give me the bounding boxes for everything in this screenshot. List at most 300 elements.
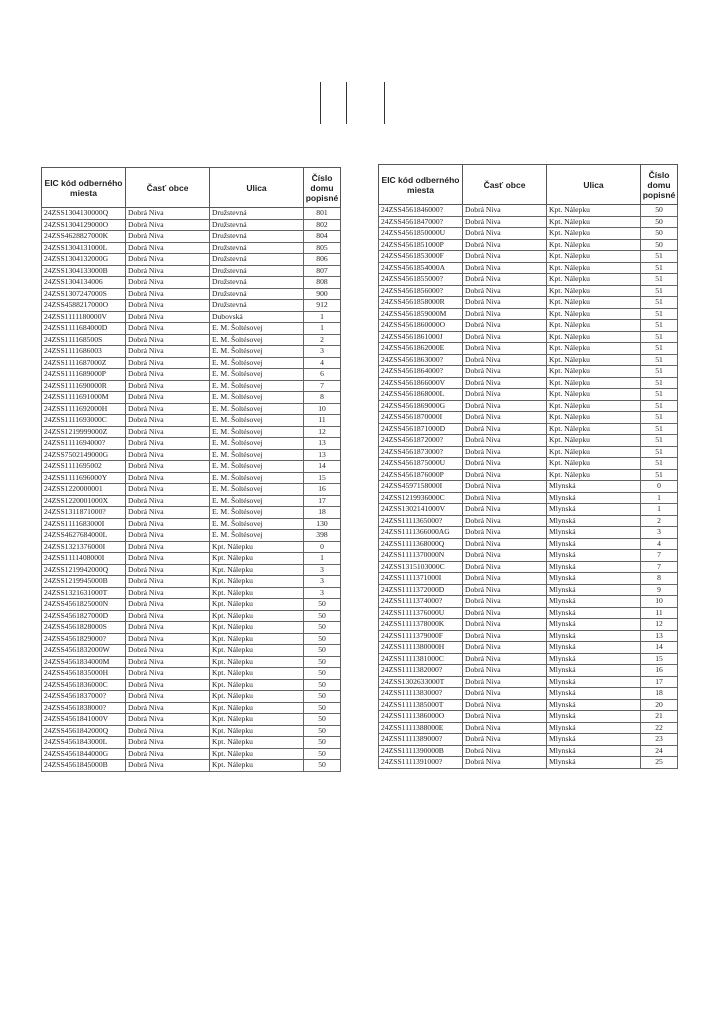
cell-cast-obce: Dobrá Niva [126, 219, 210, 231]
cell-cast-obce: Dobrá Niva [463, 550, 547, 562]
table-row [42, 357, 341, 369]
right-table [378, 164, 678, 769]
cell-ulica: E. M. Šoltésovej [210, 357, 304, 369]
cell-ulica: Kpt. Nálepku [547, 308, 641, 320]
table-row [379, 619, 678, 631]
table-row [42, 633, 341, 645]
cell-ulica: Mlynská [547, 492, 641, 504]
table-row [42, 530, 341, 542]
cell-ulica: E. M. Šoltésovej [210, 438, 304, 450]
cell-ulica: Kpt. Nálepku [210, 622, 304, 634]
table-row [42, 311, 341, 323]
table-row [42, 231, 341, 243]
cell-eic: 24ZSS1311871000? [42, 507, 126, 519]
cell-eic: 24ZSS4561845000B [42, 760, 126, 772]
cell-ulica: Mlynská [547, 515, 641, 527]
table-row [379, 262, 678, 274]
cell-cast-obce: Dobrá Niva [463, 561, 547, 573]
cell-ulica: Mlynská [547, 596, 641, 608]
cell-ulica: Mlynská [547, 481, 641, 493]
cell-ulica: Mlynská [547, 722, 641, 734]
cell-ulica: Kpt. Nálepku [210, 714, 304, 726]
cell-cislo: 9 [641, 584, 678, 596]
cell-cast-obce: Dobrá Niva [463, 216, 547, 228]
header-ulica: Ulica [210, 168, 304, 208]
table-row [42, 679, 341, 691]
table-row [42, 691, 341, 703]
cell-eic: 24ZSS4561853000F [379, 251, 463, 263]
cell-ulica: Kpt. Nálepku [210, 748, 304, 760]
cell-cast-obce: Dobrá Niva [126, 242, 210, 254]
cell-eic: 24ZSS4561844000G [42, 748, 126, 760]
cell-cast-obce: Dobrá Niva [126, 323, 210, 335]
cell-ulica: E. M. Šoltésovej [210, 346, 304, 358]
table-row [379, 308, 678, 320]
cell-cislo: 50 [304, 702, 341, 714]
cell-ulica: E. M. Šoltésovej [210, 449, 304, 461]
cell-cast-obce: Dobrá Niva [463, 504, 547, 516]
table-row [379, 607, 678, 619]
header-eic: EIC kód odberného miesta [379, 165, 463, 205]
table-row [379, 504, 678, 516]
table-row [42, 518, 341, 530]
cell-cislo: 24 [641, 745, 678, 757]
cell-cislo: 20 [641, 699, 678, 711]
cell-eic: 24ZSS4561841000V [42, 714, 126, 726]
cell-cast-obce: Dobrá Niva [126, 564, 210, 576]
cell-cast-obce: Dobrá Niva [126, 369, 210, 381]
cell-ulica: Kpt. Nálepku [547, 262, 641, 274]
table-row [42, 403, 341, 415]
cell-eic: 24ZSS4628827000K [42, 231, 126, 243]
cell-eic: 24ZSS1219999000Z [42, 426, 126, 438]
pipe-marks [318, 82, 398, 124]
cell-eic: 24ZSS1111690000R [42, 380, 126, 392]
cell-cast-obce: Dobrá Niva [126, 415, 210, 427]
cell-cislo: 50 [641, 239, 678, 251]
cell-cislo: 12 [304, 426, 341, 438]
table-row [42, 714, 341, 726]
cell-ulica: E. M. Šoltésovej [210, 461, 304, 473]
cell-ulica: Kpt. Nálepku [547, 216, 641, 228]
cell-ulica: Kpt. Nálepku [210, 553, 304, 565]
cell-eic: 24ZSS1302633000T [379, 676, 463, 688]
cell-cast-obce: Dobrá Niva [126, 254, 210, 266]
cell-eic: 24ZSS1307247000S [42, 288, 126, 300]
cell-eic: 24ZSS1111371000I [379, 573, 463, 585]
table-row [379, 630, 678, 642]
cell-eic: 24ZSS4627684000L [42, 530, 126, 542]
cell-eic: 24ZSS1302141000V [379, 504, 463, 516]
cell-cast-obce: Dobrá Niva [126, 737, 210, 749]
cell-eic: 24ZSS1304129000O [42, 219, 126, 231]
cell-ulica: Družstevná [210, 231, 304, 243]
cell-cast-obce: Dobrá Niva [463, 688, 547, 700]
cell-cislo: 13 [641, 630, 678, 642]
cell-cast-obce: Dobrá Niva [126, 346, 210, 358]
table-row [379, 757, 678, 769]
table-row [379, 527, 678, 539]
cell-eic: 24ZSS1111372000D [379, 584, 463, 596]
cell-cislo: 50 [304, 645, 341, 657]
header-cislo: Číslo domu popisné [641, 165, 678, 205]
cell-cislo: 51 [641, 343, 678, 355]
cell-cislo: 51 [641, 400, 678, 412]
cell-eic: 24ZSS4561875000U [379, 458, 463, 470]
cell-eic: 24ZSS1111683000I [42, 518, 126, 530]
cell-eic: 24ZSS1111382000? [379, 665, 463, 677]
cell-cislo: 4 [641, 538, 678, 550]
cell-eic: 24ZSS1111383000? [379, 688, 463, 700]
cell-cast-obce: Dobrá Niva [126, 495, 210, 507]
header-cast-obce: Časť obce [463, 165, 547, 205]
cell-cast-obce: Dobrá Niva [126, 587, 210, 599]
cell-cast-obce: Dobrá Niva [126, 714, 210, 726]
cell-eic: 24ZSS1304132000G [42, 254, 126, 266]
cell-ulica: Mlynská [547, 504, 641, 516]
cell-eic: 24ZSS1111378000K [379, 619, 463, 631]
cell-ulica: Kpt. Nálepku [210, 587, 304, 599]
cell-eic: 24ZSS1304130000Q [42, 208, 126, 220]
cell-cislo: 13 [304, 438, 341, 450]
cell-ulica: E. M. Šoltésovej [210, 403, 304, 415]
table-row [42, 300, 341, 312]
cell-cislo: 13 [304, 449, 341, 461]
cell-cast-obce: Dobrá Niva [126, 403, 210, 415]
cell-cislo: 51 [641, 274, 678, 286]
cell-ulica: Mlynská [547, 699, 641, 711]
cell-cast-obce: Dobrá Niva [126, 311, 210, 323]
cell-ulica: Kpt. Nálepku [547, 435, 641, 447]
cell-cast-obce: Dobrá Niva [463, 653, 547, 665]
table-row [379, 216, 678, 228]
cell-cislo: 50 [641, 216, 678, 228]
cell-cislo: 51 [641, 331, 678, 343]
table-row [42, 334, 341, 346]
table-row [42, 415, 341, 427]
cell-ulica: Kpt. Nálepku [547, 377, 641, 389]
cell-cislo: 1 [641, 504, 678, 516]
cell-cislo: 0 [304, 541, 341, 553]
table-row [42, 380, 341, 392]
table-row [42, 541, 341, 553]
cell-ulica: Kpt. Nálepku [547, 400, 641, 412]
cell-cast-obce: Dobrá Niva [126, 380, 210, 392]
cell-cast-obce: Dobrá Niva [126, 461, 210, 473]
cell-cast-obce: Dobrá Niva [463, 274, 547, 286]
cell-cislo: 130 [304, 518, 341, 530]
table-row [379, 492, 678, 504]
cell-cast-obce: Dobrá Niva [463, 354, 547, 366]
table-row [379, 584, 678, 596]
cell-eic: 24ZSS4561864000? [379, 366, 463, 378]
cell-cislo: 50 [304, 633, 341, 645]
cell-eic: 24ZSS4561850000U [379, 228, 463, 240]
cell-eic: 24ZSS111168500S [42, 334, 126, 346]
cell-cislo: 16 [304, 484, 341, 496]
cell-cislo: 6 [304, 369, 341, 381]
cell-cislo: 18 [641, 688, 678, 700]
table-row [379, 699, 678, 711]
cell-cast-obce: Dobrá Niva [463, 757, 547, 769]
cell-cast-obce: Dobrá Niva [126, 691, 210, 703]
cell-cast-obce: Dobrá Niva [126, 438, 210, 450]
cell-cislo: 51 [641, 285, 678, 297]
cell-cast-obce: Dobrá Niva [126, 541, 210, 553]
cell-cast-obce: Dobrá Niva [126, 357, 210, 369]
cell-eic: 24ZSS1111686003 [42, 346, 126, 358]
cell-ulica: E. M. Šoltésovej [210, 369, 304, 381]
cell-eic: 24ZSS1219945000B [42, 576, 126, 588]
cell-cislo: 7 [641, 561, 678, 573]
cell-ulica: Kpt. Nálepku [210, 645, 304, 657]
cell-ulica: Kpt. Nálepku [547, 446, 641, 458]
cell-ulica: Družstevná [210, 288, 304, 300]
table-row [379, 400, 678, 412]
table-row [379, 285, 678, 297]
cell-eic: 24ZSS1111391000? [379, 757, 463, 769]
cell-cislo: 0 [641, 481, 678, 493]
table-row [42, 392, 341, 404]
cell-cast-obce: Dobrá Niva [463, 320, 547, 332]
cell-cislo: 51 [641, 423, 678, 435]
cell-cislo: 807 [304, 265, 341, 277]
cell-ulica: E. M. Šoltésovej [210, 334, 304, 346]
cell-cast-obce: Dobrá Niva [463, 308, 547, 320]
cell-cast-obce: Dobrá Niva [126, 668, 210, 680]
cell-ulica: Kpt. Nálepku [547, 205, 641, 217]
table-row [379, 711, 678, 723]
cell-ulica: Kpt. Nálepku [210, 679, 304, 691]
cell-cast-obce: Dobrá Niva [463, 400, 547, 412]
cell-eic: 24ZSS4561871000D [379, 423, 463, 435]
table-row [379, 573, 678, 585]
cell-cast-obce: Dobrá Niva [463, 711, 547, 723]
cell-eic: 24ZSS1111696000Y [42, 472, 126, 484]
cell-eic: 24ZSS7502149000G [42, 449, 126, 461]
cell-ulica: E. M. Šoltésovej [210, 415, 304, 427]
cell-cislo: 1 [304, 311, 341, 323]
cell-cast-obce: Dobrá Niva [463, 331, 547, 343]
cell-ulica: Kpt. Nálepku [547, 285, 641, 297]
cell-eic: 24ZSS1111390000B [379, 745, 463, 757]
header-eic: EIC kód odberného miesta [42, 168, 126, 208]
cell-eic: 24ZSS4561829000? [42, 633, 126, 645]
cell-cast-obce: Dobrá Niva [126, 208, 210, 220]
cell-cast-obce: Dobrá Niva [463, 699, 547, 711]
cell-cast-obce: Dobrá Niva [126, 610, 210, 622]
cell-eic: 24ZSS4561861000J [379, 331, 463, 343]
cell-ulica: Kpt. Nálepku [547, 354, 641, 366]
cell-cislo: 51 [641, 297, 678, 309]
cell-cislo: 51 [641, 377, 678, 389]
cell-eic: 24ZSS1111695002 [42, 461, 126, 473]
table-row [379, 331, 678, 343]
table-row [42, 564, 341, 576]
table-row [42, 242, 341, 254]
cell-ulica: Kpt. Nálepku [547, 412, 641, 424]
cell-eic: 24ZSS4561866000V [379, 377, 463, 389]
table-row [379, 745, 678, 757]
cell-ulica: Kpt. Nálepku [210, 725, 304, 737]
left-table-body [42, 208, 341, 772]
cell-cast-obce: Dobrá Niva [463, 630, 547, 642]
cell-ulica: Kpt. Nálepku [210, 668, 304, 680]
table-row [379, 423, 678, 435]
cell-cislo: 398 [304, 530, 341, 542]
cell-cast-obce: Dobrá Niva [463, 389, 547, 401]
cell-eic: 24ZSS4561842000Q [42, 725, 126, 737]
cell-cast-obce: Dobrá Niva [126, 725, 210, 737]
cell-cast-obce: Dobrá Niva [126, 553, 210, 565]
cell-eic: 24ZSS1111366000AG [379, 527, 463, 539]
cell-cast-obce: Dobrá Niva [463, 377, 547, 389]
cell-cislo: 11 [641, 607, 678, 619]
table-row [379, 688, 678, 700]
cell-cislo: 23 [641, 734, 678, 746]
cell-cast-obce: Dobrá Niva [126, 518, 210, 530]
cell-ulica: Kpt. Nálepku [210, 633, 304, 645]
cell-cast-obce: Dobrá Niva [463, 722, 547, 734]
cell-eic: 24ZSS4561837000? [42, 691, 126, 703]
cell-ulica: Mlynská [547, 745, 641, 757]
cell-ulica: Kpt. Nálepku [210, 737, 304, 749]
cell-cislo: 22 [641, 722, 678, 734]
cell-ulica: Mlynská [547, 550, 641, 562]
table-row [379, 596, 678, 608]
table-row [42, 277, 341, 289]
cell-ulica: Kpt. Nálepku [210, 760, 304, 772]
cell-ulica: Mlynská [547, 642, 641, 654]
cell-cast-obce: Dobrá Niva [463, 205, 547, 217]
cell-cast-obce: Dobrá Niva [126, 530, 210, 542]
cell-cast-obce: Dobrá Niva [126, 679, 210, 691]
table-row [379, 538, 678, 550]
header-ulica: Ulica [547, 165, 641, 205]
table-row [42, 323, 341, 335]
cell-cast-obce: Dobrá Niva [463, 469, 547, 481]
cell-eic: 24ZSS4561835000H [42, 668, 126, 680]
cell-eic: 24ZSS4561851000P [379, 239, 463, 251]
cell-cislo: 50 [304, 622, 341, 634]
header-cislo: Číslo domu popisné [304, 168, 341, 208]
cell-ulica: E. M. Šoltésovej [210, 484, 304, 496]
cell-ulica: Mlynská [547, 607, 641, 619]
cell-ulica: Mlynská [547, 584, 641, 596]
cell-cislo: 50 [304, 599, 341, 611]
cell-ulica: E. M. Šoltésovej [210, 507, 304, 519]
table-row [42, 737, 341, 749]
cell-eic: 24ZSS1219936000C [379, 492, 463, 504]
table-row [42, 760, 341, 772]
cell-ulica: E. M. Šoltésovej [210, 392, 304, 404]
cell-cislo: 3 [304, 346, 341, 358]
cell-ulica: Kpt. Nálepku [547, 228, 641, 240]
cell-ulica: Kpt. Nálepku [547, 389, 641, 401]
cell-cast-obce: Dobrá Niva [463, 366, 547, 378]
cell-eic: 24ZSS4561855000? [379, 274, 463, 286]
cell-cislo: 2 [304, 334, 341, 346]
cell-eic: 24ZSS4561868000L [379, 389, 463, 401]
cell-cast-obce: Dobrá Niva [126, 472, 210, 484]
table-row [42, 587, 341, 599]
cell-cislo: 51 [641, 251, 678, 263]
cell-cislo: 1 [304, 553, 341, 565]
vertical-mark [346, 82, 347, 124]
table-row [42, 495, 341, 507]
cell-cislo: 3 [304, 576, 341, 588]
table-row [379, 481, 678, 493]
cell-ulica: Kpt. Nálepku [547, 469, 641, 481]
cell-cislo: 14 [641, 642, 678, 654]
cell-eic: 24ZSS1111368000Q [379, 538, 463, 550]
cell-ulica: Mlynská [547, 630, 641, 642]
cell-ulica: Mlynská [547, 573, 641, 585]
cell-cislo: 50 [304, 656, 341, 668]
table-row [42, 472, 341, 484]
right-table-body [379, 205, 678, 769]
cell-cislo: 3 [304, 564, 341, 576]
cell-ulica: Mlynská [547, 676, 641, 688]
cell-cast-obce: Dobrá Niva [126, 288, 210, 300]
cell-cislo: 21 [641, 711, 678, 723]
cell-cast-obce: Dobrá Niva [463, 239, 547, 251]
cell-eic: 24ZSS4561870000I [379, 412, 463, 424]
cell-cast-obce: Dobrá Niva [463, 446, 547, 458]
cell-eic: 24ZSS1111388000E [379, 722, 463, 734]
cell-cislo: 51 [641, 389, 678, 401]
table-row [42, 599, 341, 611]
cell-ulica: Mlynská [547, 527, 641, 539]
cell-ulica: Kpt. Nálepku [210, 599, 304, 611]
cell-eic: 24ZSS1111389000? [379, 734, 463, 746]
cell-cast-obce: Dobrá Niva [126, 277, 210, 289]
cell-cislo: 50 [641, 205, 678, 217]
table-row [42, 656, 341, 668]
cell-ulica: Mlynská [547, 665, 641, 677]
table-header-row [42, 168, 341, 208]
cell-cislo: 805 [304, 242, 341, 254]
cell-ulica: Družstevná [210, 277, 304, 289]
cell-cast-obce: Dobrá Niva [463, 642, 547, 654]
table-row [379, 435, 678, 447]
table-row [42, 265, 341, 277]
table-row [379, 354, 678, 366]
cell-eic: 24ZSS1219942000Q [42, 564, 126, 576]
cell-cast-obce: Dobrá Niva [463, 573, 547, 585]
cell-ulica: Dubovská [210, 311, 304, 323]
table-row [379, 665, 678, 677]
cell-cislo: 51 [641, 469, 678, 481]
cell-eic: 24ZSS1111386000O [379, 711, 463, 723]
cell-cast-obce: Dobrá Niva [463, 435, 547, 447]
cell-cislo: 808 [304, 277, 341, 289]
cell-cislo: 51 [641, 412, 678, 424]
cell-cislo: 11 [304, 415, 341, 427]
cell-eic: 24ZSS4561846000? [379, 205, 463, 217]
table-row [42, 484, 341, 496]
cell-cast-obce: Dobrá Niva [463, 285, 547, 297]
table-row [42, 507, 341, 519]
cell-cislo: 50 [641, 228, 678, 240]
cell-cislo: 50 [304, 725, 341, 737]
cell-cast-obce: Dobrá Niva [463, 458, 547, 470]
cell-ulica: Kpt. Nálepku [210, 656, 304, 668]
cell-cislo: 10 [304, 403, 341, 415]
table-row [379, 642, 678, 654]
cell-ulica: E. M. Šoltésovej [210, 472, 304, 484]
table-row [42, 668, 341, 680]
